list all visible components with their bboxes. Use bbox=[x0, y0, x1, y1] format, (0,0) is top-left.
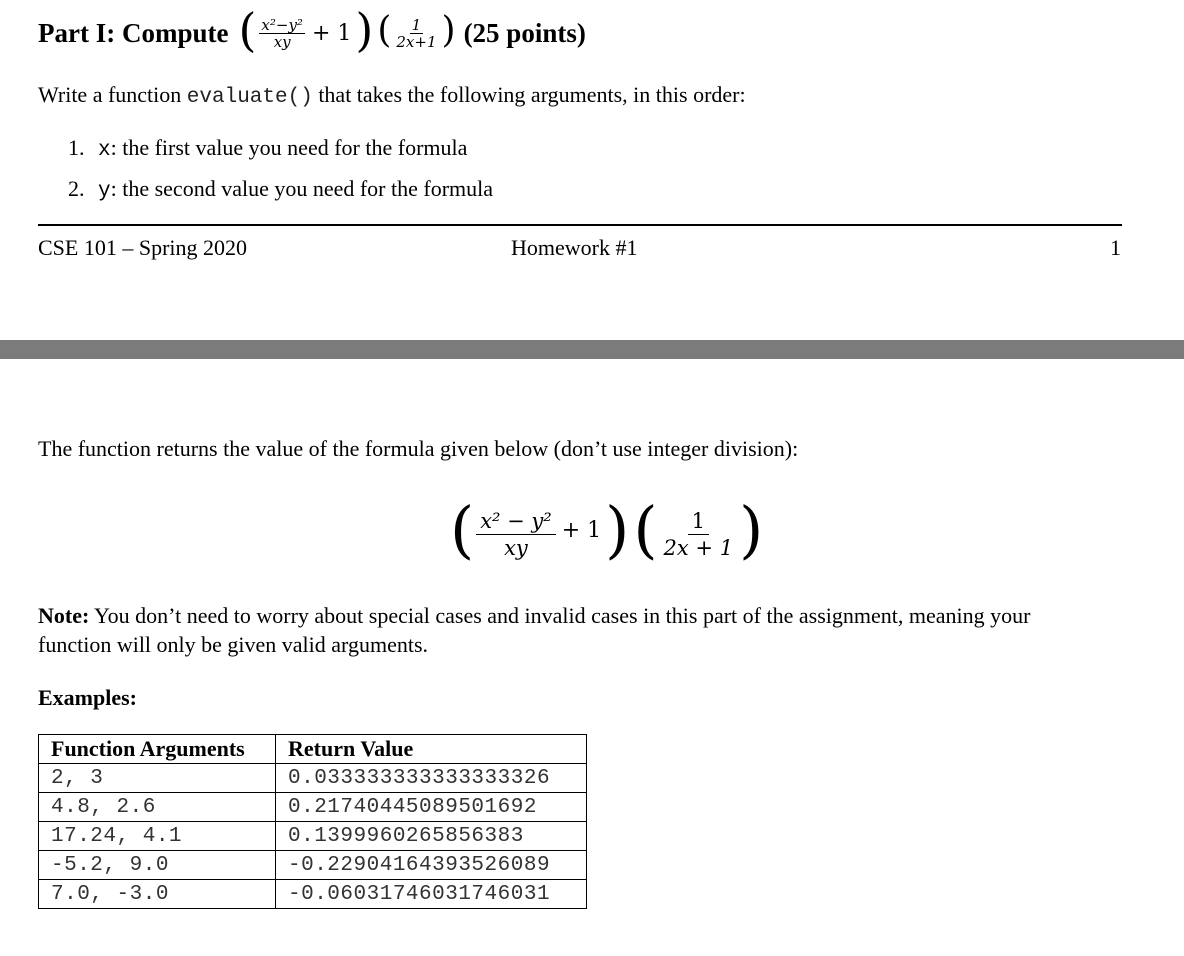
argument-description: : the first value you need for the formula bbox=[110, 135, 468, 160]
table-header-row bbox=[39, 735, 587, 764]
table-row bbox=[39, 851, 587, 880]
part-title bbox=[38, 3, 586, 57]
header-return-value: Return Value bbox=[276, 735, 587, 764]
argument-name: x bbox=[98, 139, 111, 162]
note-paragraph bbox=[38, 603, 1030, 629]
table-row bbox=[39, 880, 587, 909]
title-formula-frac2-denominator: 2x+1 bbox=[396, 32, 437, 51]
display-formula-frac2-denominator: 2x + 1 bbox=[663, 535, 734, 560]
row-arguments: 17.24, 4.1 bbox=[39, 822, 276, 851]
argument-number: 1. bbox=[68, 135, 85, 160]
row-arguments: -5.2, 9.0 bbox=[39, 851, 276, 880]
function-name: evaluate() bbox=[186, 86, 313, 109]
returns-paragraph: The function returns the value of the formula given below (don’t use integer division): bbox=[38, 436, 799, 461]
title-formula-numerator: x²−y² bbox=[261, 15, 303, 34]
row-return-value: -0.06031746031746031 bbox=[276, 880, 587, 909]
footer-assignment: Homework #1 bbox=[511, 235, 638, 260]
title-formula-plus-one: + 1 bbox=[311, 20, 352, 46]
note-line2: function will only be given valid arguments. bbox=[38, 632, 429, 657]
table-row bbox=[39, 822, 587, 851]
header-function-arguments: Function Arguments bbox=[39, 735, 276, 764]
row-arguments: 4.8, 2.6 bbox=[39, 793, 276, 822]
row-return-value: 0.1399960265856383 bbox=[276, 822, 587, 851]
title-formula-frac2-numerator: 1 bbox=[411, 15, 422, 34]
display-formula-numerator: x² − y² bbox=[476, 508, 556, 535]
argument-item-x bbox=[68, 135, 467, 162]
table-row bbox=[39, 764, 587, 793]
argument-name: y bbox=[98, 180, 111, 203]
examples-table bbox=[38, 734, 587, 909]
intro-paragraph bbox=[38, 82, 746, 109]
page-separator bbox=[0, 340, 1184, 359]
display-formula: ( $\frac{\text{x² − y²}}{xy}$ + 1 ) ( $\frac{1}{2x + 1}$ ) bbox=[450, 493, 764, 566]
footer-page-number: 1 bbox=[1110, 235, 1121, 260]
display-formula-frac2-numerator: 1 bbox=[688, 508, 709, 535]
row-arguments: 7.0, -3.0 bbox=[39, 880, 276, 909]
part-points: (25 points) bbox=[463, 17, 586, 48]
note-line1: You don’t need to worry about special cases and invalid cases in this part of the assignment, meaning your bbox=[94, 603, 1031, 628]
title-formula-denominator: xy bbox=[273, 32, 291, 51]
intro-prefix: Write a function bbox=[38, 82, 182, 107]
title-formula: ( $\frac{\text{x²−y²}}{xy}$ + 1 ) ( $\frac{1}{2x+1}$ ) bbox=[238, 3, 456, 57]
argument-item-y bbox=[68, 176, 493, 203]
footer-rule bbox=[38, 224, 1122, 226]
table-row bbox=[39, 793, 587, 822]
row-arguments: 2, 3 bbox=[39, 764, 276, 793]
row-return-value: 0.033333333333333326 bbox=[276, 764, 587, 793]
intro-suffix: that takes the following arguments, in this order: bbox=[318, 82, 746, 107]
note-label: Note: bbox=[38, 603, 90, 628]
examples-heading: Examples: bbox=[38, 685, 137, 710]
argument-description: : the second value you need for the formula bbox=[110, 176, 494, 201]
argument-number: 2. bbox=[68, 176, 85, 201]
footer-course: CSE 101 – Spring 2020 bbox=[38, 235, 248, 260]
part-title-label: Part I: Compute bbox=[38, 17, 229, 48]
row-return-value: -0.22904164393526089 bbox=[276, 851, 587, 880]
display-formula-plus-one: + 1 bbox=[561, 517, 602, 543]
display-formula-denominator: xy bbox=[504, 535, 528, 560]
row-return-value: 0.21740445089501692 bbox=[276, 793, 587, 822]
